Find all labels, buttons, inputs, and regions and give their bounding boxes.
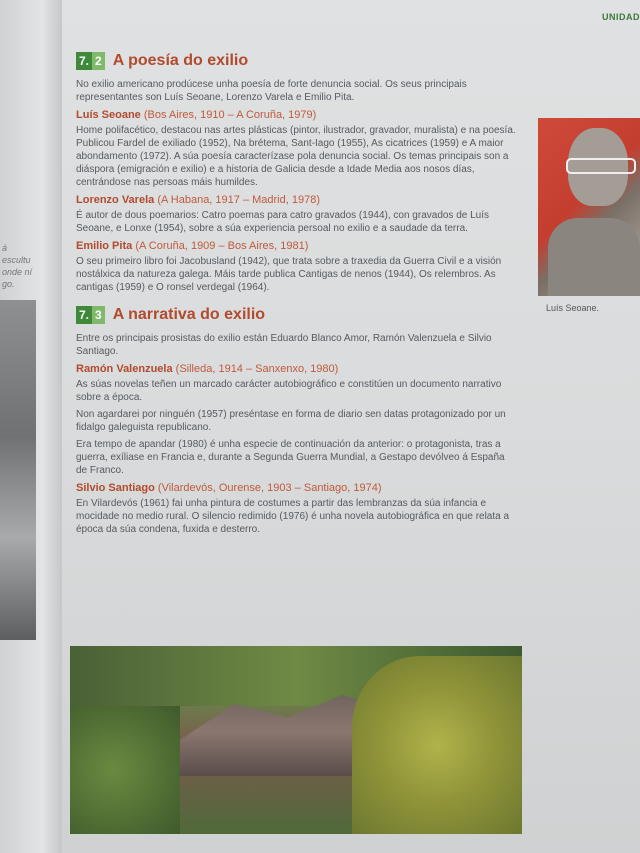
village-photo-left-tree [70,706,180,834]
fragment-line: escultu [2,255,31,265]
village-photo [70,646,522,834]
section-number-main: 7. [76,306,92,324]
book-page [62,0,640,853]
fragment-line: go. [2,279,15,289]
author-dates: (A Habana, 1917 – Madrid, 1978) [157,194,320,206]
fragment-line: á [2,243,8,253]
section-number-main: 7. [76,52,92,70]
section-title: A narrativa do exilio [112,306,266,323]
author-heading [76,481,516,496]
unit-header: UNIDAD [602,12,640,22]
author-dates: (A Coruña, 1909 – Bos Aires, 1981) [135,240,309,252]
section-number [76,52,105,70]
section-number-sub: 3 [92,306,105,324]
portrait-caption: Luís Seoane. [546,303,600,313]
author-text: É autor de dous poemarios: Catro poemas para catro gravados (1944), con gravados de Luís Seoane, e Lonxe (1954), sobre a súa experiencia persoal no exilio e a saudade da terra. [76,210,490,234]
village-photo-right-tree [352,656,522,834]
section-number-sub: 2 [92,52,105,70]
author-dates: (Bos Aires, 1910 – A Coruña, 1979) [143,109,317,121]
portrait-body [548,218,640,296]
portrait-photo [538,118,640,296]
portrait-glasses [566,158,636,174]
author-text: Home polifacético, destacou nas artes plásticas (pintor, ilustrador, gravador, muralista) e na poesía. Publicou Fardel de exiliado (1952), Na brétema, Sant-Iago (1955), As cicatrices (1959) e A maior abondamento (1972). A súa poesía caracterízase pola denuncia social. Os temas principais son a diáspora (emigración e exilio) e a historia de Galicia desde a Idade Media aos nosos días, centrándose nas persoas máis humildes. [76,125,516,188]
left-page-edge [0,0,70,853]
section-heading-narrative [76,306,516,324]
section-intro: No exilio americano prodúcese unha poesía de forte denuncia social. Os seus principais representantes son Luís Seoane, Lorenzo Varela e Emilio Pita. [76,79,467,103]
author-heading [76,362,516,377]
author-text: Non agardarei por ninguén (1957) preséntase en forma de diario sen datas protagonizado por un fidalgo galeguista republicano. [76,409,506,433]
author-name: Luís Seoane [76,109,141,121]
section-number [76,306,105,324]
author-name: Ramón Valenzuela [76,363,173,375]
author-heading [76,239,516,254]
section-title: A poesía do exilio [112,52,249,69]
author-heading [76,193,516,208]
author-dates: (Silleda, 1914 – Sanxenxo, 1980) [175,363,339,375]
author-text: Era tempo de apandar (1980) é unha especie de continuación da anterior: o protagonista, tras a guerra, exíliase en Francia e, durante a Segunda Guerra Mundial, a Gestapo devólveo á España de Franco. [76,439,505,476]
section-heading-poetry [76,52,516,70]
author-heading [76,108,516,123]
section-intro: Entre os principais prosistas do exilio están Eduardo Blanco Amor, Ramón Valenzuela e Silvio Santiago. [76,333,492,357]
author-text: En Vilardevós (1961) fai unha pintura de costumes a partir das lembranzas da súa infancia e mocidade no medio rural. O silencio redimido (1976) é unha novela autobiográfica en que relata a época da súa condena, fuxida e desterro. [76,498,510,535]
fragment-line: onde ní [2,267,33,277]
author-name: Emilio Pita [76,240,133,252]
author-name: Silvio Santiago [76,482,155,494]
author-name: Lorenzo Varela [76,194,155,206]
author-text: O seu primeiro libro foi Jacobusland (1942), que trata sobre a traxedia da Guerra Civil e a visión nostálxica da natureza galega. Máis tarde publica Cantigas de nenos (1944), Os relembros. As cantigas (1959) e O ronsel verdegal (1964). [76,256,502,293]
left-page-text-fragment [2,242,32,290]
author-text: As súas novelas teñen un marcado carácter autobiográfico e constitúen un documento narrativo sobre a época. [76,379,502,403]
page-content [76,52,516,540]
left-page-photo [0,300,36,640]
author-dates: (Vilardevós, Ourense, 1903 – Santiago, 1974) [157,482,382,494]
